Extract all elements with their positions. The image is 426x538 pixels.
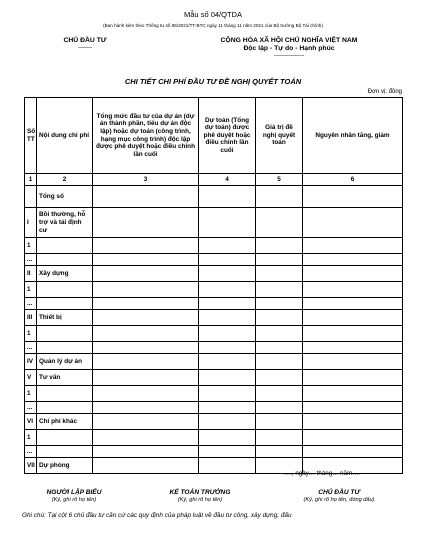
row-content-cell: Tư vấn — [37, 370, 93, 386]
row-value-cell — [303, 326, 403, 342]
col-number: 6 — [303, 174, 403, 186]
row-number-cell: V — [25, 370, 37, 386]
row-number-cell: ... — [25, 298, 37, 310]
row-value-cell — [199, 430, 256, 446]
signature-title-accountant: KẾ TOÁN TRƯỞNG — [169, 489, 231, 496]
row-value-cell — [93, 354, 199, 370]
table-row — [25, 342, 403, 354]
signature-note-preparer: (Ký, ghi rõ họ tên) — [51, 497, 97, 503]
row-content-cell: Xây dựng — [37, 266, 93, 282]
row-number-cell: 1 — [25, 238, 37, 254]
row-value-cell — [93, 402, 199, 414]
row-value-cell — [303, 430, 403, 446]
table-row — [25, 282, 403, 298]
row-content-cell — [37, 342, 93, 354]
row-content-cell: Quản lý dự án — [37, 354, 93, 370]
row-value-cell — [199, 402, 256, 414]
row-content-cell — [37, 238, 93, 254]
row-content-cell — [37, 430, 93, 446]
table-row — [25, 402, 403, 414]
row-value-cell — [256, 446, 303, 458]
row-content-cell — [37, 386, 93, 402]
row-number-cell: III — [25, 310, 37, 326]
row-value-cell — [199, 282, 256, 298]
cost-detail-table — [24, 97, 403, 474]
row-value-cell — [199, 414, 256, 430]
row-number-cell: VII — [25, 458, 37, 474]
table-row — [25, 266, 403, 282]
header-cell-proposed-value: Giá trị đề nghị quyết toán — [256, 98, 303, 174]
row-value-cell — [303, 186, 403, 208]
table-row — [25, 208, 403, 238]
row-value-cell — [199, 254, 256, 266]
header-cell-total-investment: Tổng mức đầu tư của dự án (dự án thành phần, tiểu dự án độc lập) hoặc dự toán (công trình, hạng mục công trình) độc lập được phê duyệt hoặc điều chỉnh lần cuối — [93, 98, 199, 174]
row-value-cell — [303, 266, 403, 282]
col-number: 5 — [256, 174, 303, 186]
row-number-cell: ... — [25, 254, 37, 266]
date-line: …., ngày… tháng… năm…. — [284, 470, 361, 477]
table-row — [25, 326, 403, 342]
col-number: 4 — [199, 174, 256, 186]
row-value-cell — [93, 430, 199, 446]
row-value-cell — [256, 186, 303, 208]
row-value-cell — [256, 402, 303, 414]
row-value-cell — [199, 370, 256, 386]
row-value-cell — [93, 282, 199, 298]
row-number-cell: ... — [25, 446, 37, 458]
row-value-cell — [199, 354, 256, 370]
row-value-cell — [256, 414, 303, 430]
header-cell-content: Nội dung chi phí — [37, 98, 93, 174]
row-value-cell — [303, 446, 403, 458]
header-cell-reason: Nguyên nhân tăng, giảm — [303, 98, 403, 174]
signature-title-investor: CHỦ ĐẦU TƯ — [318, 489, 360, 496]
col-number: 1 — [25, 174, 37, 186]
row-value-cell — [93, 254, 199, 266]
row-value-cell — [256, 386, 303, 402]
row-value-cell — [303, 238, 403, 254]
table-header-row — [25, 98, 403, 174]
row-content-cell — [37, 282, 93, 298]
row-value-cell — [303, 342, 403, 354]
row-number-cell: 1 — [25, 430, 37, 446]
row-value-cell — [93, 266, 199, 282]
row-content-cell: Dự phòng — [37, 458, 93, 474]
row-content-cell — [37, 254, 93, 266]
row-number-cell: ... — [25, 402, 37, 414]
row-number-cell: 1 — [25, 386, 37, 402]
row-value-cell — [256, 254, 303, 266]
table-row — [25, 370, 403, 386]
row-content-cell — [37, 326, 93, 342]
row-value-cell — [93, 386, 199, 402]
row-value-cell — [303, 310, 403, 326]
row-value-cell — [93, 414, 199, 430]
row-value-cell — [303, 282, 403, 298]
row-value-cell — [303, 386, 403, 402]
signature-note-investor: (Ký, ghi rõ họ tên, đóng dấu) — [303, 497, 375, 503]
header-cell-estimate: Dự toán (Tổng dự toán) được phê duyệt hoặc điều chỉnh lần cuối — [199, 98, 256, 174]
row-value-cell — [199, 326, 256, 342]
national-motto: Độc lập - Tự do - Hạnh phúc — [243, 45, 335, 52]
table-row — [25, 386, 403, 402]
left-header-dashes: ------- — [78, 45, 92, 51]
table-row — [25, 414, 403, 430]
table-row — [25, 186, 403, 208]
row-value-cell — [199, 458, 256, 474]
row-value-cell — [256, 298, 303, 310]
row-value-cell — [303, 208, 403, 238]
signature-title-preparer: NGƯỜI LẬP BIỂU — [46, 489, 102, 496]
row-value-cell — [256, 208, 303, 238]
signature-note-accountant: (Ký, ghi rõ họ tên) — [177, 497, 223, 503]
row-number-cell: I — [25, 208, 37, 238]
row-value-cell — [256, 326, 303, 342]
row-value-cell — [303, 354, 403, 370]
row-value-cell — [256, 430, 303, 446]
table-row — [25, 254, 403, 266]
row-value-cell — [199, 186, 256, 208]
row-value-cell — [256, 282, 303, 298]
row-content-cell — [37, 298, 93, 310]
row-value-cell — [93, 298, 199, 310]
row-number-cell: II — [25, 266, 37, 282]
row-value-cell — [199, 266, 256, 282]
table-row — [25, 310, 403, 326]
row-value-cell — [256, 354, 303, 370]
row-value-cell — [93, 326, 199, 342]
document-title: CHI TIẾT CHI PHÍ ĐẦU TƯ ĐỀ NGHỊ QUYẾT TOÁN — [124, 77, 302, 86]
row-value-cell — [93, 238, 199, 254]
header-cell-stt: Số TT — [25, 98, 37, 174]
national-title: CỘNG HÒA XÃ HỘI CHỦ NGHĨA VIỆT NAM — [220, 37, 358, 44]
row-number-cell: 1 — [25, 326, 37, 342]
national-dashes: --------------- — [274, 53, 304, 59]
table-row — [25, 446, 403, 458]
row-value-cell — [303, 370, 403, 386]
table-body — [25, 186, 403, 474]
row-value-cell — [93, 310, 199, 326]
row-value-cell — [256, 342, 303, 354]
row-value-cell — [93, 446, 199, 458]
row-content-cell: Thiết bị — [37, 310, 93, 326]
row-value-cell — [93, 458, 199, 474]
row-value-cell — [199, 208, 256, 238]
row-number-cell: VI — [25, 414, 37, 430]
row-content-cell: Tổng số — [37, 186, 93, 208]
row-content-cell: Chi phí khác — [37, 414, 93, 430]
row-number-cell: 1 — [25, 282, 37, 298]
row-number-cell — [25, 186, 37, 208]
table-row — [25, 430, 403, 446]
footnote: Ghi chú: Tại cột 6 chủ đầu tư căn cứ các quy định của pháp luật về đầu tư công, xây dựng, đấu — [22, 512, 292, 519]
row-value-cell — [199, 298, 256, 310]
row-number-cell: IV — [25, 354, 37, 370]
row-value-cell — [93, 342, 199, 354]
row-value-cell — [256, 310, 303, 326]
row-value-cell — [256, 370, 303, 386]
form-subheading: (Ban hành kèm theo Thông tư số 96/2021/TT-BTC ngày 11 tháng 11 năm 2021 của Bộ trưởng Bộ Tài chính) — [103, 23, 323, 28]
row-content-cell — [37, 446, 93, 458]
row-value-cell — [303, 298, 403, 310]
row-value-cell — [303, 414, 403, 430]
row-content-cell: Bồi thường, hỗ trợ và tái định cư — [37, 208, 93, 238]
row-content-cell — [37, 402, 93, 414]
unit-label: Đơn vị: đồng — [367, 89, 402, 95]
form-code: Mẫu số 04/QTDA — [184, 10, 242, 19]
row-number-cell: ... — [25, 342, 37, 354]
row-value-cell — [199, 386, 256, 402]
row-value-cell — [199, 238, 256, 254]
left-header-title: CHỦ ĐẦU TƯ — [63, 37, 107, 44]
table-row — [25, 354, 403, 370]
row-value-cell — [303, 402, 403, 414]
row-value-cell — [199, 310, 256, 326]
row-value-cell — [93, 370, 199, 386]
column-number-row — [25, 174, 403, 186]
row-value-cell — [303, 254, 403, 266]
row-value-cell — [256, 266, 303, 282]
row-value-cell — [256, 238, 303, 254]
row-value-cell — [93, 186, 199, 208]
row-value-cell — [199, 342, 256, 354]
col-number: 3 — [93, 174, 199, 186]
table-row — [25, 298, 403, 310]
table-row — [25, 238, 403, 254]
col-number: 2 — [37, 174, 93, 186]
row-value-cell — [93, 208, 199, 238]
row-value-cell — [199, 446, 256, 458]
